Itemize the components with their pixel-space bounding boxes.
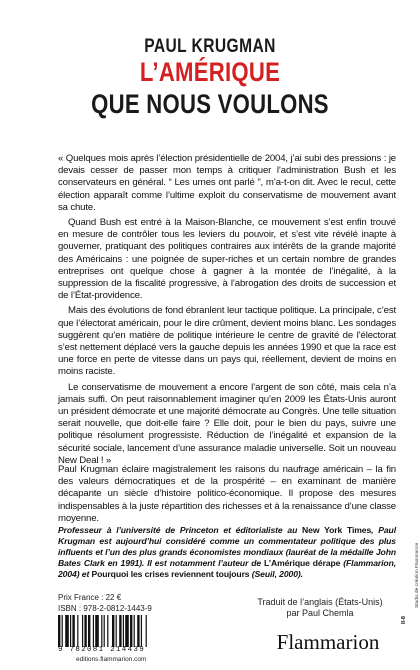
quote-paragraph: « Quelques mois après l’élection présidentielle de 2004, j’ai subi des pressions : je devais cesser de passer mon temps à critiquer l’administration Bush et les conservateurs en général. “ Les urnes ont parlé ”, m’a-t-on dit. Avec le recul, cette élection apparaît comme l’ultime exploit du conservatisme de mouvement avant sa chute.: [58, 153, 396, 213]
ean-number: 9 782081 214439: [58, 646, 146, 654]
side-code: II-8: [401, 616, 407, 624]
price: Prix France : 22 €: [58, 593, 122, 602]
author-bio: [58, 525, 396, 580]
translation-line: Traduit de l’anglais (États-Unis): [257, 597, 383, 607]
bio-text: , Paul Krugman est aujourd’hui considéré comme un commentateur politique des plus influents et l’un des plus grands économistes mondiaux (lauréat de la médaille John Bates Clark en 1991). Il est notamment l’auteur de: [58, 525, 396, 568]
translator-line: par Paul Chemla: [286, 608, 354, 618]
design-credit: Studio de création Flammarion: [415, 542, 420, 608]
quote-block: [58, 153, 396, 470]
translation-credit: [250, 597, 390, 619]
bio-newspaper: New York Times: [302, 525, 372, 535]
bio-text: (Flammarion, 2004) et: [58, 558, 397, 579]
bio-book-title: L’Amérique dérape: [264, 558, 341, 568]
quote-paragraph: Mais des évolutions de fond ébranlent leur tactique politique. La principale, c’est que l’électorat américain, pour le dire crûment, devient moins blanc. Les sondages suggèrent qu’en matière de politique intérieure le centre de gravité de l’électorat s’est nettement déplacé vers la gauche depuis les années 1990 et que la race est une force en perte de vitesse dans un pays qui, réellement, devient de moins en moins raciste.: [58, 305, 396, 378]
barcode: [58, 615, 178, 647]
bio-book-title: Pourquoi les crises reviennent toujours: [91, 569, 250, 579]
publisher-logo: Flammarion: [276, 630, 380, 654]
quote-paragraph: Quand Bush est entré à la Maison-Blanche, ce mouvement s’est enfin trouvé en mesure de contrôler tous les leviers du pouvoir, et s’est vite révélé inapte à gouverner, pratiquant des politiques contraires aux intérêts de la grande majorité des Américains : une poignée de super-riches et un certain nombre de grandes entreprises ont quelque chose à gagner à la montée de l’inégalité, à la suppression de la fiscalité progressive, à l’abrogation des droits de succession et de l’État-providence.: [58, 217, 396, 302]
title-line-1: L’AMÉRIQUE: [139, 57, 281, 87]
author-name: PAUL KRUGMAN: [144, 36, 276, 57]
isbn: ISBN : 978-2-0812-1443-9: [58, 604, 152, 613]
publisher-website: editions.flammarion.com: [76, 656, 147, 663]
bio-text: Professeur à l’université de Princeton et éditorialiste au: [58, 525, 303, 535]
quote-paragraph: Le conservatisme de mouvement a encore l’argent de son côté, mais cela n’a jamais suffi. On peut raisonnablement imaginer qu’en 2009 les États-Unis auront un président démocrate et une majorité démocrate au Congrès. Une telle situation serait nouvelle, que doit-elle faire ? Elle doit, pour le bien du pays, suivre une politique résolument progressiste. Réduction de l’inégalité et expansion de la sécurité sociale, lancement d’une assurance maladie universelle. Soit un nouveau New Deal ! »: [58, 381, 396, 466]
bio-text: (Seuil, 2000).: [249, 569, 303, 579]
book-summary: Paul Krugman éclaire magistralement les raisons du naufrage américain – la fin des valeurs démocratiques et de la prospérité – en examinant de manière décapante un siècle d’histoire politico-économique. Il propose des mesures indispensables à la juste répartition des richesses et à la renaissance d’une classe moyenne.: [58, 464, 396, 524]
title-line-2: QUE NOUS VOULONS: [91, 89, 329, 119]
